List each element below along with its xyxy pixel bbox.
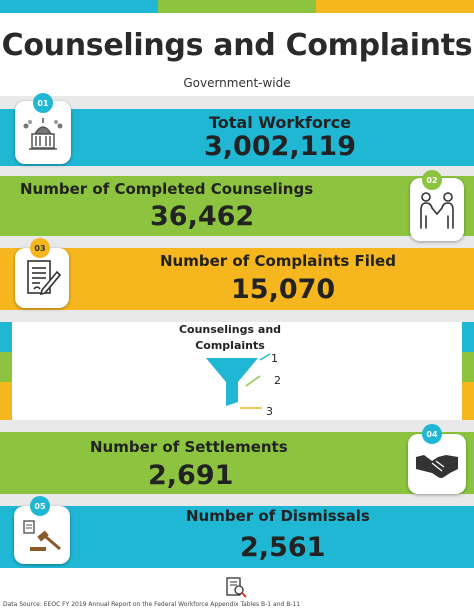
funnel-stripe-yellow-left	[0, 382, 12, 420]
workforce-value: 3,002,119	[203, 131, 357, 162]
page-subtitle: Government-wide	[183, 76, 291, 90]
funnel-step-1: 1	[271, 352, 278, 365]
two-people-shaking-hands-icon	[415, 188, 459, 232]
badge-01: 01	[33, 93, 53, 113]
handshake-card	[408, 434, 466, 494]
funnel-stripe-yellow-right	[462, 382, 474, 420]
workforce-label: Total Workforce	[208, 113, 352, 132]
counselings-value: 36,462	[150, 201, 255, 232]
band-gray-6	[0, 494, 474, 506]
settlements-label: Number of Settlements	[90, 438, 288, 456]
badge-03: 03	[30, 238, 50, 258]
document-magnifier-icon	[224, 576, 248, 600]
top-stripe-yellow	[316, 0, 474, 13]
funnel-stripe-green-right	[462, 352, 474, 382]
band-gray-3	[0, 236, 474, 248]
complaints-value: 15,070	[231, 274, 336, 305]
funnel-stripe-blue-left	[0, 322, 12, 352]
complaints-label: Number of Complaints Filed	[160, 252, 396, 270]
band-gray-2	[0, 166, 474, 176]
top-stripe-green	[158, 0, 316, 13]
funnel-title-line2: Complaints	[195, 339, 265, 352]
funnel-stripe-green-left	[0, 352, 12, 382]
badge-02: 02	[422, 170, 442, 190]
band-gray-top	[0, 96, 474, 109]
data-source-footnote: Data Source: EEOC FY 2019 Annual Report on the Federal Workforce Appendix Tables B-1 and B-11	[3, 601, 301, 608]
funnel-title-line1: Counselings and	[178, 323, 282, 336]
page-title: Counselings and Complaints	[1, 28, 473, 63]
band-gray-5	[0, 420, 474, 432]
badge-05: 05	[30, 496, 50, 516]
funnel-step-3: 3	[266, 405, 273, 418]
capitol-building-icon	[21, 112, 65, 154]
gavel-icon	[20, 515, 64, 555]
funnel-stripe-blue-right	[462, 322, 474, 352]
badge-04: 04	[422, 424, 442, 444]
funnel-step-2: 2	[274, 374, 281, 387]
dismissals-value: 2,561	[240, 532, 326, 563]
counselings-label: Number of Completed Counselings	[20, 180, 314, 198]
document-with-pen-icon	[22, 256, 62, 300]
dismissals-label: Number of Dismissals	[186, 507, 370, 525]
band-gray-4	[0, 310, 474, 322]
top-stripe-blue	[0, 0, 158, 13]
settlements-value: 2,691	[148, 460, 234, 491]
handshake-icon	[414, 447, 460, 481]
